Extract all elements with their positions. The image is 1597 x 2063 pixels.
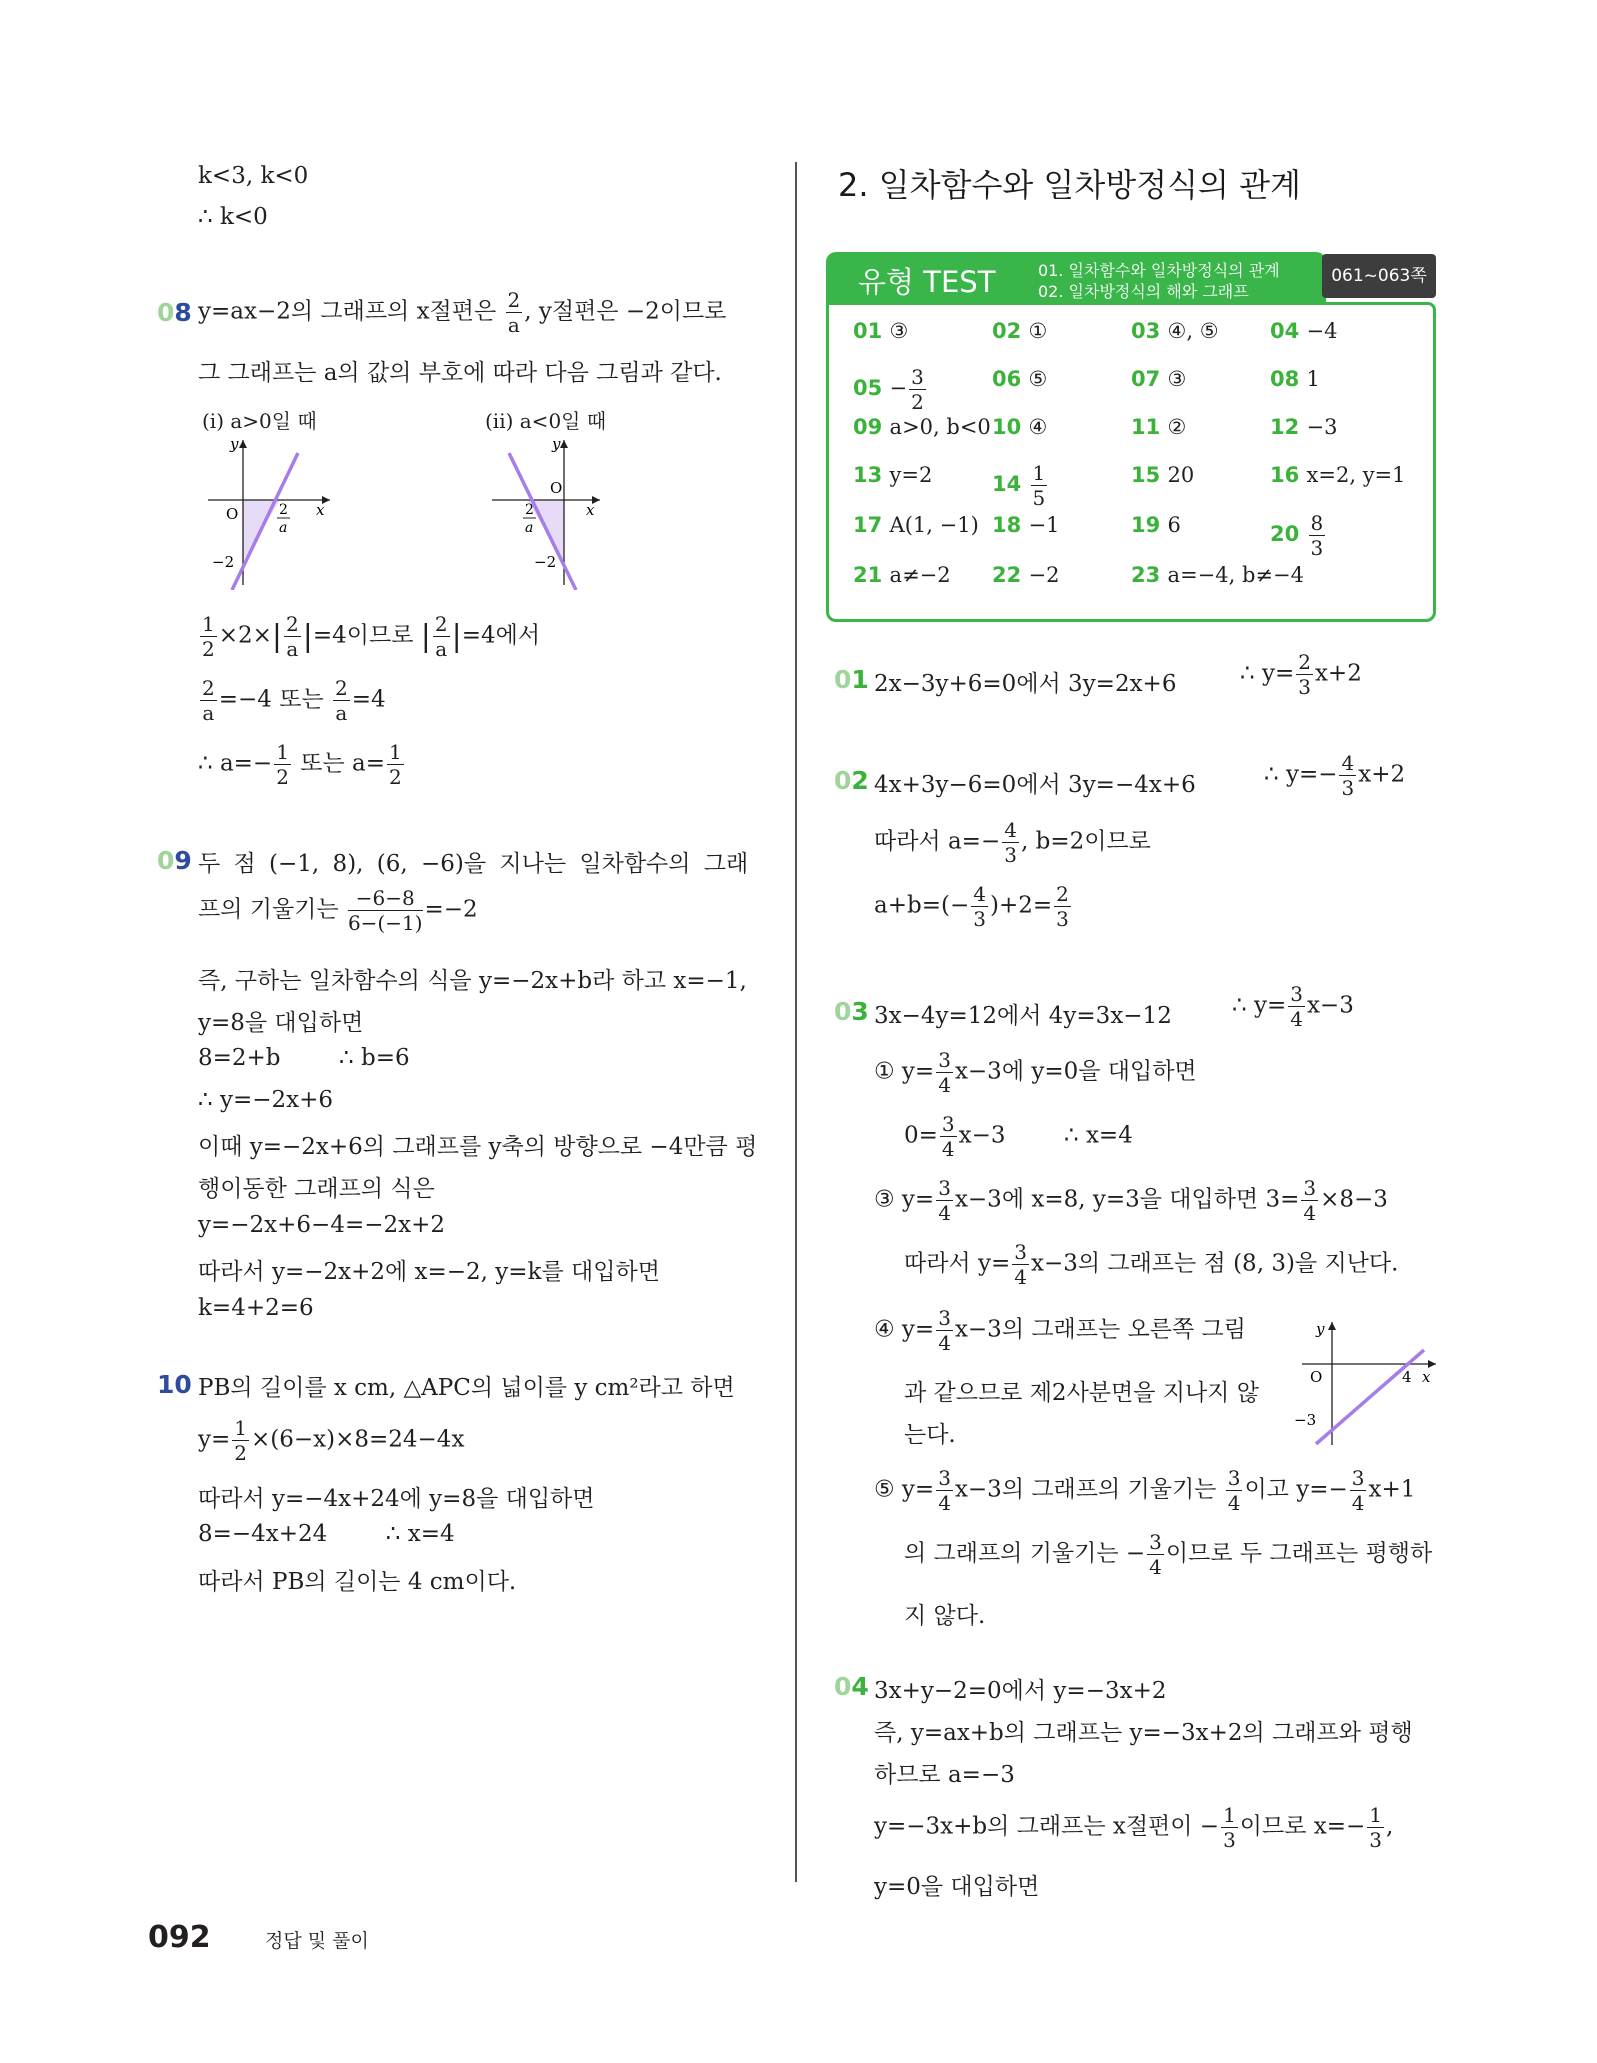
answer-item — [853, 513, 979, 537]
solution-number-03: 03 — [834, 997, 869, 1026]
answer-number: 13 — [853, 463, 890, 487]
answer-number: 22 — [992, 563, 1029, 587]
p10-line4: 8=−4x+24 ∴ x=4 — [198, 1521, 455, 1547]
answer-number: 19 — [1131, 513, 1168, 537]
origin-label: O — [226, 505, 239, 523]
caption-case-1: (i) a>0일 때 — [202, 409, 317, 433]
s02-line3: a+b=(− $\frac{4}{3}$ )+2= $\frac{2}{3}$ — [874, 882, 1069, 931]
answer-number: 10 — [992, 415, 1029, 439]
graph-choice4 — [1290, 1320, 1440, 1450]
origin-label: O — [550, 479, 563, 497]
section-title: 2. 일차함수와 일차방정식의 관계 — [838, 166, 1301, 204]
origin-label: O — [1310, 1368, 1323, 1386]
p10-line2: y= $\frac{1}{2}$ ×(6−x)×8=24−4x — [198, 1416, 465, 1465]
answer-item — [1270, 463, 1406, 487]
p10-line5: 따라서 PB의 길이는 4 cm이다. — [198, 1569, 517, 1595]
s04-line5: y=0을 대입하면 — [874, 1874, 1040, 1900]
answer-item — [992, 463, 1049, 508]
answer-value: $\frac{8}{3}$ — [1310, 511, 1324, 560]
answer-number: 11 — [1131, 415, 1168, 439]
answer-number: 23 — [1131, 563, 1168, 587]
axis-y-label: y — [1316, 1320, 1325, 1338]
p10-line1: PB의 길이를 x cm, △APC의 넓이를 y cm²라고 하면 — [198, 1375, 735, 1401]
type-test-header — [826, 252, 1326, 302]
s03-choice3: ③ y= $\frac{3}{4}$ x−3에 x=8, y=3을 대입하면 3= $\frac{3}{4}$ ×8−3 — [874, 1176, 1388, 1225]
page-number: 092 — [148, 1920, 211, 1955]
page-footer-label: 정답 및 풀이 — [265, 1930, 369, 1952]
x-intercept-label: 4 — [1402, 1368, 1412, 1386]
answer-item — [853, 415, 991, 439]
s01-result: ∴ y= $\frac{2}{3}$ x+2 — [1240, 650, 1362, 699]
answer-item — [853, 463, 932, 487]
p09-line7: 이때 y=−2x+6의 그래프를 y축의 방향으로 −4만큼 평 — [198, 1134, 758, 1160]
p09-line4: y=8을 대입하면 — [198, 1010, 364, 1036]
type-test-topic2: 02. 일차방정식의 해와 그래프 — [1038, 282, 1249, 301]
answer-value: a≠−2 — [889, 563, 951, 587]
y-intercept-label: −3 — [1294, 1411, 1317, 1429]
answer-value: x=2, y=1 — [1306, 463, 1406, 487]
answer-value: 20 — [1167, 463, 1195, 487]
answer-value: − $\frac{3}{2}$ — [889, 365, 924, 414]
s02-line2: 따라서 a=− $\frac{4}{3}$ , b=2이므로 — [874, 818, 1151, 867]
answer-number: 08 — [1270, 367, 1307, 391]
y-intercept-label: −2 — [534, 553, 557, 571]
p09-line3: 즉, 구하는 일차함수의 식을 y=−2x+b라 하고 x=−1, — [198, 968, 747, 994]
intercept-den: a — [525, 520, 534, 536]
answer-item — [992, 513, 1060, 537]
solution-number-01: 01 — [834, 665, 869, 694]
graph-case-2 — [484, 435, 624, 590]
answer-value: 6 — [1167, 513, 1181, 537]
answer-number: 05 — [853, 376, 890, 400]
p09-line5: 8=2+b ∴ b=6 — [198, 1045, 410, 1071]
answer-number: 15 — [1131, 463, 1168, 487]
axis-x-label: x — [586, 501, 595, 519]
answer-number: 02 — [992, 319, 1029, 343]
axis-x-label: x — [1422, 1368, 1431, 1386]
answer-number: 16 — [1270, 463, 1307, 487]
answer-number: 18 — [992, 513, 1029, 537]
answer-number: 01 — [853, 319, 890, 343]
p09-line11: k=4+2=6 — [198, 1295, 314, 1321]
s03-line1: 3x−4y=12에서 4y=3x−12 — [874, 1003, 1172, 1029]
s04-line3: 하므로 a=−3 — [874, 1762, 1015, 1788]
answer-item — [1131, 415, 1186, 439]
line-k-result: ∴ k<0 — [198, 204, 268, 230]
p09-line9: y=−2x+6−4=−2x+2 — [198, 1212, 446, 1238]
problem-number-08: 08 — [157, 298, 192, 327]
answer-number: 09 — [853, 415, 890, 439]
answer-item — [1270, 513, 1327, 558]
problem-number-10: 10 — [157, 1370, 192, 1399]
answer-number: 12 — [1270, 415, 1307, 439]
answer-item — [1131, 513, 1181, 537]
answer-grid — [826, 302, 1436, 622]
answer-number: 03 — [1131, 319, 1168, 343]
solution-number-02: 02 — [834, 766, 869, 795]
p08-line5: ∴ a=− $\frac{1}{2}$ 또는 a= $\frac{1}{2}$ — [198, 740, 402, 789]
s03-choice1-line2: 0= $\frac{3}{4}$ x−3 ∴ x=4 — [904, 1112, 1133, 1161]
answer-value: −1 — [1028, 513, 1060, 537]
axis-y-label: y — [552, 435, 561, 453]
answer-value: a=−4, b≠−4 — [1167, 563, 1304, 587]
s01-line: 2x−3y+6=0에서 3y=2x+6 — [874, 671, 1177, 697]
answer-value: −4 — [1306, 319, 1338, 343]
intercept-num: 2 — [525, 502, 534, 518]
p09-line6: ∴ y=−2x+6 — [198, 1087, 333, 1113]
answer-number: 07 — [1131, 367, 1168, 391]
answer-value: ② — [1167, 415, 1187, 439]
p08-line3: $\frac{1}{2}$ ×2×| $\frac{2}{a}$ |=4이므로 | $\frac{2}{a}$ |=4에서 — [202, 612, 541, 661]
answer-item — [853, 563, 951, 587]
s04-line4: y=−3x+b의 그래프는 x절편이 − $\frac{1}{3}$ 이므로 x=− $\frac{1}{3}$ , — [874, 1803, 1394, 1852]
answer-item — [992, 367, 1047, 391]
page-range-badge: 061~063쪽 — [1322, 254, 1436, 298]
answer-item — [1131, 367, 1186, 391]
answer-value: −3 — [1306, 415, 1338, 439]
answer-number: 06 — [992, 367, 1029, 391]
s03-choice1: ① y= $\frac{3}{4}$ x−3에 y=0을 대입하면 — [874, 1048, 1197, 1097]
answer-number: 14 — [992, 472, 1029, 496]
answer-item — [1131, 563, 1304, 587]
answer-item — [1270, 319, 1338, 343]
s03-choice5-line3: 지 않다. — [904, 1603, 986, 1629]
answer-value: ⑤ — [1028, 367, 1048, 391]
caption-case-2: (ii) a<0일 때 — [485, 409, 607, 433]
answer-item — [1131, 319, 1219, 343]
y-intercept-label: −2 — [212, 553, 235, 571]
answer-item — [853, 319, 908, 343]
p09-line1: 두 점 (−1, 8), (6, −6)을 지나는 일차함수의 그래 — [198, 851, 749, 877]
graph-case-1 — [200, 435, 340, 590]
intercept-num: 2 — [279, 502, 288, 518]
p08-line2: 그 그래프는 a의 값의 부호에 따라 다음 그림과 같다. — [198, 360, 722, 386]
p09-line8: 행이동한 그래프의 식은 — [198, 1176, 435, 1202]
type-test-topic1: 01. 일차함수와 일차방정식의 관계 — [1038, 261, 1280, 280]
s03-choice3-line2: 따라서 y= $\frac{3}{4}$ x−3의 그래프는 점 (8, 3)을 지난다. — [904, 1240, 1399, 1289]
s03-choice5-line2: 의 그래프의 기울기는 − $\frac{3}{4}$ 이므로 두 그래프는 평행하 — [904, 1530, 1433, 1579]
s04-line1: 3x+y−2=0에서 y=−3x+2 — [874, 1678, 1167, 1704]
answer-value: ③ — [889, 319, 909, 343]
solution-number-04: 04 — [834, 1672, 869, 1701]
answer-value: $\frac{1}{5}$ — [1032, 461, 1046, 510]
answer-number: 17 — [853, 513, 890, 537]
answer-value: ③ — [1167, 367, 1187, 391]
problem-number-09: 09 — [157, 846, 192, 875]
answer-item — [1270, 415, 1338, 439]
axis-x-label: x — [316, 501, 325, 519]
p08-line1: y=ax−2의 그래프의 x절편은 $\frac{2}{a}$ , y절편은 −2이므로 — [198, 288, 727, 337]
answer-value: ④ — [1028, 415, 1048, 439]
s02-result: ∴ y=− $\frac{4}{3}$ x+2 — [1264, 751, 1406, 800]
axis-y-label: y — [230, 435, 239, 453]
p09-line2: 프의 기울기는 $\frac{-6-8}{6-(-1)}$ =−2 — [198, 886, 478, 935]
answer-item — [992, 415, 1047, 439]
s03-choice4-line3: 는다. — [904, 1422, 956, 1448]
s03-choice4: ④ y= $\frac{3}{4}$ x−3의 그래프는 오른쪽 그림 — [874, 1306, 1246, 1355]
answer-value: −2 — [1028, 563, 1060, 587]
answer-value: A(1, −1) — [889, 513, 979, 537]
s03-result: ∴ y= $\frac{3}{4}$ x−3 — [1232, 982, 1354, 1031]
p09-line10: 따라서 y=−2x+2에 x=−2, y=k를 대입하면 — [198, 1259, 660, 1285]
answer-item — [1131, 463, 1194, 487]
answer-number: 04 — [1270, 319, 1307, 343]
answer-value: ④, ⑤ — [1167, 319, 1219, 343]
answer-item — [853, 367, 928, 412]
answer-value: 1 — [1306, 367, 1320, 391]
line-k-conditions: k<3, k<0 — [198, 163, 309, 189]
s02-line1: 4x+3y−6=0에서 3y=−4x+6 — [874, 772, 1196, 798]
intercept-den: a — [279, 520, 288, 536]
answer-value: a>0, b<0 — [889, 415, 991, 439]
answer-value: y=2 — [889, 463, 933, 487]
s03-choice4-line2: 과 같으므로 제2사분면을 지나지 않 — [904, 1380, 1259, 1406]
type-test-label: 유형 TEST — [858, 265, 996, 299]
s03-choice5: ⑤ y= $\frac{3}{4}$ x−3의 그래프의 기울기는 $\frac{3}{4}$ 이고 y=− $\frac{3}{4}$ x+1 — [874, 1466, 1416, 1515]
answer-value: ① — [1028, 319, 1048, 343]
answer-item — [992, 563, 1060, 587]
p08-line4: $\frac{2}{a}$ =−4 또는 $\frac{2}{a}$ =4 — [202, 676, 386, 725]
column-divider — [795, 162, 797, 1882]
answer-number: 20 — [1270, 522, 1307, 546]
p10-line3: 따라서 y=−4x+24에 y=8을 대입하면 — [198, 1486, 595, 1512]
answer-number: 21 — [853, 563, 890, 587]
s04-line2: 즉, y=ax+b의 그래프는 y=−3x+2의 그래프와 평행 — [874, 1720, 1413, 1746]
type-test-box — [826, 252, 1436, 622]
answer-item — [992, 319, 1047, 343]
answer-item — [1270, 367, 1320, 391]
